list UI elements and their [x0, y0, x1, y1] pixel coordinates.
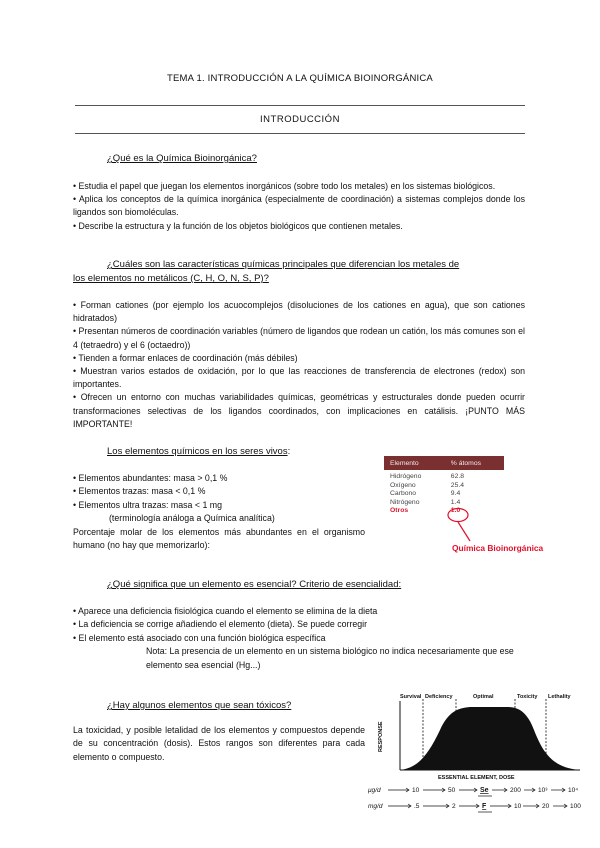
question-what-is-bioinorganic: ¿Qué es la Química Bioinorgánica?: [107, 153, 257, 164]
section-heading: INTRODUCCIÓN: [260, 114, 340, 125]
se-value: 50: [448, 787, 456, 794]
table-cell: 1.4: [450, 498, 461, 506]
f-value: .5: [414, 803, 420, 810]
s4-bullet: • Aparece una deficiencia fisiológica cuando el elemento se elimina de la dieta: [73, 606, 378, 616]
s2-bullet: • Muestran varios estados de oxidación, por lo que las reacciones de transferencia de electrones (redox) son importantes.: [73, 366, 525, 390]
question-metal-characteristics: [73, 258, 525, 286]
table-cell-otros-value: 1.0: [450, 507, 461, 515]
table-cell-otros: Otros: [390, 507, 409, 515]
callout-label: Química Bioinorgánica: [452, 543, 544, 553]
x-axis-label: ESSENTIAL ELEMENT, DOSE: [438, 775, 515, 781]
divider-bottom: [75, 133, 525, 134]
zone-label: Deficiency: [425, 694, 453, 700]
table-cell: 9.4: [450, 490, 461, 498]
f-value: 20: [542, 803, 550, 810]
s1-bullet: • Estudia el papel que juegan los elementos inorgánicos (sobre todo los metales) en los sistemas biológicos.: [73, 181, 496, 191]
se-value: 10³: [538, 787, 548, 794]
dose-response-figure: [368, 690, 590, 818]
dose-response-curve: [400, 707, 580, 770]
s3-body: [73, 472, 365, 552]
s4-bullets: [73, 605, 525, 672]
s3-note: (terminología análoga a Química analítica): [109, 513, 275, 524]
s2-bullet: • Presentan números de coordinación variables (número de ligandos que rodean un catión, los más comunes son el 4 (tetraedro) y el 6 (octaedro)): [73, 326, 525, 350]
zone-label: Survival: [400, 694, 422, 700]
s5-para: La toxicidad, y posible letalidad de los elementos y compuestos depende de su concentración (dosis). Estos rangos son diferentes para cada elemento o compuesto.: [73, 725, 365, 762]
s2-bullet: • Forman cationes (por ejemplo los acuocomplejos (disoluciones de los cationes en agua), que son cationes hidratados): [73, 300, 525, 324]
f-value: 100: [570, 803, 581, 810]
question-line-2: los elementos no metálicos (C, H, O, N, S, P)?: [73, 273, 269, 284]
question-essential-element: ¿Qué significa que un elemento es esencial? Criterio de esencialidad:: [107, 579, 402, 590]
s3-bullet: • Elementos trazas: masa < 0,1 %: [73, 486, 206, 497]
s1-bullet: • Describe la estructura y la función de los objetos biológicos que contienen metales.: [73, 220, 403, 231]
table-header-element: Elemento: [384, 456, 445, 470]
s4-bullet: • La deficiencia se corrige añadiendo el elemento (dieta). Se puede corregir: [73, 619, 368, 630]
f-value: 10: [514, 803, 522, 810]
table-cell: Oxígeno: [390, 481, 416, 489]
s4-note: Nota: La presencia de un elemento en un sistema biológico no indica necesariamente que ese elemento sea esencial (Hg...): [146, 646, 514, 670]
f-element: F: [482, 803, 487, 810]
elements-heading: [107, 446, 290, 457]
callout-line: [458, 522, 470, 541]
se-value: 10: [412, 787, 420, 794]
document-title: TEMA 1. INTRODUCCIÓN A LA QUÍMICA BIOINORGÁNICA: [167, 73, 433, 84]
s2-bullet: • Tienden a formar enlaces de coordinación (más débiles): [73, 352, 298, 363]
elements-heading-text: Los elementos químicos en los seres vivos: [107, 446, 288, 457]
y-axis-label: RESPONSE: [378, 721, 384, 752]
highlight-circle: [448, 509, 468, 522]
table-cell: 62.8: [450, 473, 465, 480]
s2-bullets: [73, 299, 525, 431]
s4-bullet: • El elemento está asociado con una función biológica específica: [73, 632, 326, 643]
table-cell: Nitrógeno: [390, 498, 420, 506]
f-unit: mg/d: [368, 803, 383, 810]
elements-heading-colon: :: [287, 446, 291, 457]
zone-label: Optimal: [473, 694, 494, 700]
f-value: 2: [452, 803, 456, 810]
se-value: 10⁴: [568, 787, 579, 794]
divider-top: [75, 105, 525, 106]
question-toxic-elements: ¿Hay algunos elementos que sean tóxicos?: [107, 700, 292, 711]
zone-label: Toxicity: [517, 694, 538, 700]
table-header-percent: % átomos: [445, 456, 504, 470]
s3-bullet: • Elementos ultra trazas: masa < 1 mg: [73, 499, 223, 510]
table-cell: Hidrógeno: [390, 473, 422, 480]
s1-bullet: • Aplica los conceptos de la química inorgánica (especialmente de coordinación) a sistemas complejos donde los ligandos son biomoléculas.: [73, 194, 525, 218]
se-unit: μg/d: [368, 787, 381, 794]
se-value: 200: [510, 787, 521, 794]
table-cell: Carbono: [390, 490, 417, 498]
zone-label: Lethality: [548, 694, 571, 700]
s2-bullet: • Ofrecen un entorno con muchas variabilidades químicas, geométricas y estructurales donde pueden ocurrir transformaciones selectivas de los ligandos coordinados, con implicaciones en catálisis. ¡PUNTO MÁS IMPORTANTE!: [73, 392, 525, 429]
s3-para: Porcentaje molar de los elementos más abundantes en el organismo humano (no hay que memorizarlo):: [73, 526, 365, 551]
question-line-1: ¿Cuáles son las características químicas principales que diferencian los metales de: [107, 259, 460, 270]
s1-bullets: [73, 180, 525, 233]
s3-bullet: • Elementos abundantes: masa > 0,1 %: [73, 473, 228, 483]
table-cell: 25.4: [450, 481, 465, 489]
se-element: Se: [480, 787, 489, 794]
